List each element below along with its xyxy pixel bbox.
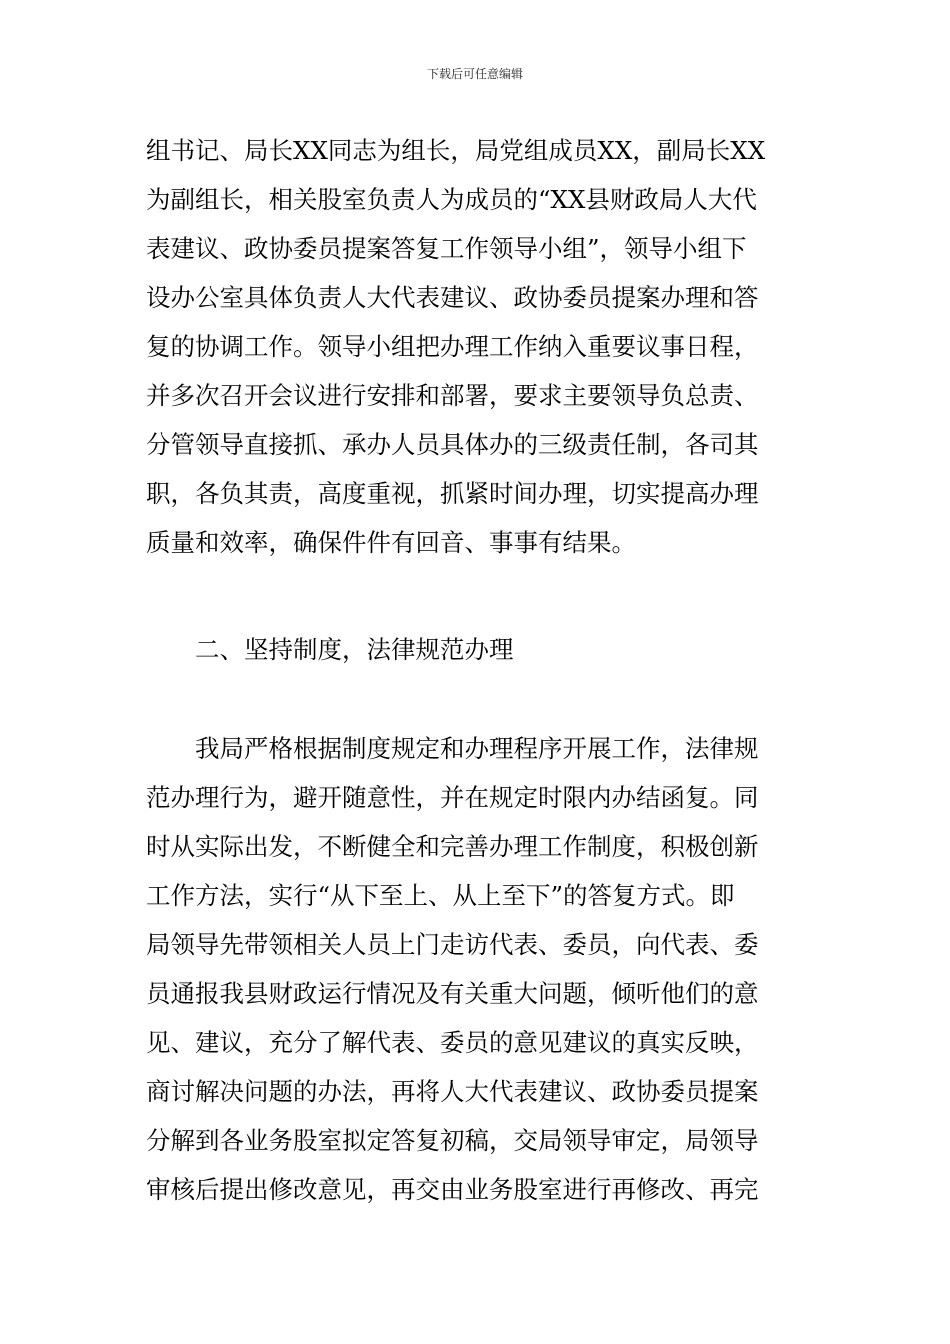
text-line: 见、建议，充分了解代表、委员的意见建议的真实反映，	[146, 1028, 759, 1057]
page-header: 下载后可任意编辑	[426, 67, 523, 81]
text-line: 表建议、政协委员提案答复工作领导小组”，领导小组下	[146, 234, 747, 263]
text-line: 复的协调工作。领导小组把办理工作纳入重要议事日程，	[146, 332, 759, 361]
text-line: 职，各负其责，高度重视，抓紧时间办理，切实提高办理	[146, 479, 759, 508]
text-line: 审核后提出修改意见，再交由业务股室进行再修改、再完	[146, 1175, 759, 1204]
text-line: 时从实际出发，不断健全和完善办理工作制度，积极创新	[146, 832, 759, 861]
text-line: 分解到各业务股室拟定答复初稿，交局领导审定，局领导	[146, 1126, 759, 1155]
text-line: 局领导先带领相关人员上门走访代表、委员，向代表、委	[146, 930, 759, 959]
text-line: 组书记、局长XX同志为组长，局党组成员XX，副局长XX	[146, 136, 766, 165]
text-line: 我局严格根据制度规定和办理程序开展工作，法律规	[146, 734, 759, 763]
paragraph-2	[146, 724, 811, 1214]
text-line: 分管领导直接抓、承办人员具体办的三级责任制，各司其	[146, 430, 759, 459]
paragraph-1	[146, 126, 811, 567]
text-line: 工作方法，实行“从下至上、从上至下”的答复方式。即	[146, 881, 735, 910]
section-heading-text: 二、坚持制度，法律规范办理	[195, 635, 514, 664]
text-line: 商讨解决问题的办法，再将人大代表建议、政协委员提案	[146, 1077, 759, 1106]
text-line: 设办公室具体负责人大代表建议、政协委员提案办理和答	[146, 283, 759, 312]
section-heading	[146, 625, 811, 674]
text-line: 并多次召开会议进行安排和部署，要求主要领导负总责、	[146, 381, 759, 410]
text-line: 员通报我县财政运行情况及有关重大问题，倾听他们的意	[146, 979, 759, 1008]
text-line: 质量和效率，确保件件有回音、事事有结果。	[146, 528, 636, 557]
text-line: 为副组长，相关股室负责人为成员的“XX县财政局人大代	[146, 185, 757, 214]
text-line: 范办理行为，避开随意性，并在规定时限内办结函复。同	[146, 783, 759, 812]
